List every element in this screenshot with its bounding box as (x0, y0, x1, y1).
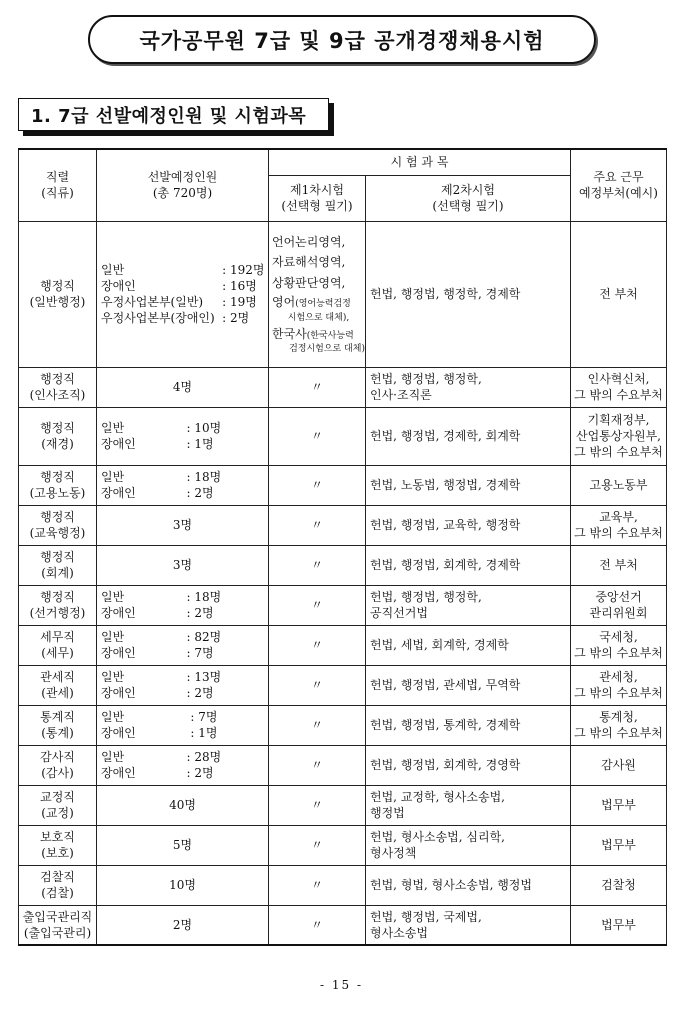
table-row (19, 407, 667, 465)
ditto-mark: 〃 (269, 905, 366, 945)
allocation-count: : 7명 (186, 646, 214, 660)
job-cell (19, 505, 97, 545)
job-subcategory: (교육행정) (29, 526, 86, 540)
job-name: 세무직 (40, 629, 75, 644)
department-line: 중앙선거 (595, 589, 642, 604)
second-exam-cell (366, 407, 571, 465)
header-allocation: 선발예정인원 (총 720명) (97, 149, 269, 221)
second-exam-line: 헌법, 행정법, 경제학, 회계학 (370, 428, 521, 443)
header-first-exam: 제1차시험 (선택형 필기) (269, 175, 366, 221)
allocation-cell (97, 221, 269, 367)
department-line: 전 부처 (599, 557, 638, 572)
table-row (19, 785, 667, 825)
table-row (19, 465, 667, 505)
job-subcategory: (검찰) (41, 886, 74, 900)
second-exam-line: 헌법, 행정법, 국제법, (370, 909, 482, 924)
job-cell (19, 705, 97, 745)
allocation-count: : 1명 (190, 726, 218, 740)
job-subcategory: (일반행정) (29, 295, 86, 309)
second-exam-line: 헌법, 형법, 형사소송법, 행정법 (370, 877, 532, 892)
job-name: 행정직 (40, 589, 75, 604)
allocation-cell: 10명 (97, 865, 269, 905)
job-subcategory: (고용노동) (29, 486, 86, 500)
first-exam-note: (영어능력검정 (295, 298, 351, 309)
allocation-count: : 16명 (222, 278, 257, 293)
second-exam-cell (366, 905, 571, 945)
second-exam-cell (366, 585, 571, 625)
allocation-count: : 10명 (186, 420, 222, 435)
allocation-label: 장애인 (101, 278, 136, 293)
allocation-cell (97, 665, 269, 705)
allocation-count: : 192명 (222, 262, 265, 277)
second-exam-cell (366, 625, 571, 665)
allocation-count: : 19명 (222, 295, 257, 309)
allocation-label: 장애인 (101, 486, 136, 500)
job-cell (19, 585, 97, 625)
job-name: 감사직 (40, 749, 75, 764)
second-exam-line: 헌법, 행정법, 회계학, 경영학 (370, 757, 521, 772)
ditto-mark: 〃 (269, 465, 366, 505)
second-exam-cell (366, 825, 571, 865)
table-row (19, 505, 667, 545)
allocation-count: : 2명 (186, 766, 214, 780)
first-exam-note: 시험으로 대체), (287, 313, 350, 324)
department-line: 그 밖의 수요부처 (574, 445, 663, 460)
job-name: 행정직 (40, 469, 75, 484)
first-exam-cell (269, 221, 366, 367)
department-line: 관세청, (599, 669, 638, 684)
allocation-cell (97, 705, 269, 745)
allocation-label: 일반 (101, 709, 125, 724)
department-cell (571, 785, 667, 825)
ditto-mark: 〃 (269, 785, 366, 825)
allocation-cell: 3명 (97, 545, 269, 585)
job-cell (19, 221, 97, 367)
job-name: 행정직 (40, 278, 75, 293)
department-cell (571, 745, 667, 785)
department-cell (571, 825, 667, 865)
second-exam-cell (366, 545, 571, 585)
ditto-mark: 〃 (269, 665, 366, 705)
department-line: 국세청, (599, 629, 638, 644)
department-line: 법무부 (601, 797, 636, 812)
allocation-label: 우정사업본부(장애인) (101, 311, 215, 326)
department-cell (571, 505, 667, 545)
header-job: 직렬 (직류) (19, 149, 97, 221)
job-name: 출입국관리직 (22, 909, 93, 924)
second-exam-line: 헌법, 행정법, 회계학, 경제학 (370, 557, 521, 572)
department-cell (571, 665, 667, 705)
job-subcategory: (관세) (41, 686, 74, 700)
allocation-count: : 2명 (186, 686, 214, 700)
job-cell (19, 407, 97, 465)
second-exam-line: 형사정책 (370, 846, 417, 860)
job-subcategory: (인사조직) (29, 388, 86, 402)
department-line: 검찰청 (601, 877, 636, 892)
job-cell (19, 665, 97, 705)
second-exam-line: 헌법, 교정학, 형사소송법, (370, 789, 505, 804)
allocation-count: : 13명 (186, 669, 222, 684)
table-row (19, 705, 667, 745)
table-row (19, 665, 667, 705)
second-exam-cell (366, 865, 571, 905)
department-line: 감사원 (601, 757, 636, 772)
first-exam-line: 자료해석영역, (272, 255, 346, 270)
job-subcategory: (세무) (41, 646, 74, 660)
second-exam-line: 헌법, 행정법, 통계학, 경제학 (370, 717, 521, 732)
table-row (19, 905, 667, 945)
allocation-label: 장애인 (101, 606, 136, 620)
allocation-label: 일반 (101, 262, 125, 277)
table-row (19, 745, 667, 785)
allocation-cell (97, 625, 269, 665)
ditto-mark: 〃 (269, 505, 366, 545)
header-department: 주요 근무 예정부처(예시) (571, 149, 667, 221)
table-row (19, 367, 667, 407)
section-title: 1. 7급 선발예정인원 및 시험과목 (18, 98, 329, 131)
department-line: 관리위원회 (589, 606, 648, 620)
allocation-cell: 2명 (97, 905, 269, 945)
ditto-mark: 〃 (269, 407, 366, 465)
allocation-label: 장애인 (101, 766, 136, 780)
allocation-label: 일반 (101, 469, 125, 484)
department-line: 그 밖의 수요부처 (574, 726, 663, 740)
second-exam-line: 헌법, 행정법, 관세법, 무역학 (370, 677, 521, 692)
job-subcategory: (보호) (41, 846, 74, 860)
allocation-label: 장애인 (101, 646, 136, 660)
job-name: 행정직 (40, 371, 75, 386)
job-cell (19, 465, 97, 505)
department-cell (571, 585, 667, 625)
second-exam-line: 행정법 (370, 806, 405, 820)
department-line: 그 밖의 수요부처 (574, 526, 663, 540)
department-line: 그 밖의 수요부처 (574, 646, 663, 660)
recruitment-table (18, 148, 667, 946)
allocation-count: : 7명 (190, 709, 218, 724)
allocation-cell: 40명 (97, 785, 269, 825)
job-name: 행정직 (40, 509, 75, 524)
table-row (19, 625, 667, 665)
job-subcategory: (재경) (41, 437, 74, 451)
department-cell (571, 465, 667, 505)
second-exam-line: 헌법, 행정법, 행정학, 경제학 (370, 286, 521, 301)
allocation-cell (97, 407, 269, 465)
department-cell (571, 221, 667, 367)
table-row (19, 545, 667, 585)
allocation-cell: 5명 (97, 825, 269, 865)
job-cell (19, 905, 97, 945)
department-cell (571, 625, 667, 665)
allocation-label: 일반 (101, 749, 125, 764)
allocation-label: 장애인 (101, 437, 136, 451)
job-name: 검찰직 (40, 869, 75, 884)
second-exam-cell (366, 745, 571, 785)
allocation-count: : 82명 (186, 629, 222, 644)
department-cell (571, 705, 667, 745)
allocation-label: 장애인 (101, 686, 136, 700)
job-name: 행정직 (40, 549, 75, 564)
second-exam-cell (366, 705, 571, 745)
allocation-count: : 28명 (186, 749, 222, 764)
department-cell (571, 865, 667, 905)
second-exam-cell (366, 785, 571, 825)
job-subcategory: (출입국관리) (23, 925, 92, 940)
allocation-label: 장애인 (101, 726, 136, 740)
table-row (19, 585, 667, 625)
job-cell (19, 545, 97, 585)
allocation-label: 일반 (101, 420, 125, 435)
allocation-label: 일반 (101, 629, 125, 644)
job-cell (19, 865, 97, 905)
allocation-cell: 3명 (97, 505, 269, 545)
department-line: 산업통상자원부, (576, 428, 661, 443)
ditto-mark: 〃 (269, 585, 366, 625)
allocation-count: : 2명 (222, 311, 250, 326)
allocation-count: : 1명 (186, 437, 214, 451)
job-cell (19, 745, 97, 785)
department-line: 인사혁신처, (587, 371, 650, 386)
ditto-mark: 〃 (269, 367, 366, 407)
department-cell (571, 905, 667, 945)
table-body (19, 221, 667, 945)
job-subcategory: (감사) (41, 766, 74, 780)
department-line: 통계청, (599, 709, 638, 724)
second-exam-line: 형사소송법 (370, 925, 428, 940)
job-name: 관세직 (40, 669, 75, 684)
department-line: 그 밖의 수요부처 (574, 388, 663, 402)
first-exam-line: 상황판단영역, (272, 275, 346, 290)
department-line: 그 밖의 수요부처 (574, 686, 663, 700)
job-subcategory: (통계) (41, 726, 74, 740)
allocation-cell (97, 585, 269, 625)
allocation-label: 일반 (101, 589, 125, 604)
first-exam-line: 한국사 (272, 326, 307, 341)
job-name: 통계직 (40, 709, 75, 724)
allocation-count: : 2명 (186, 486, 214, 500)
page-number: - 15 - (319, 978, 363, 992)
department-cell (571, 367, 667, 407)
table-row (19, 825, 667, 865)
second-exam-line: 헌법, 행정법, 교육학, 행정학 (370, 517, 521, 532)
second-exam-cell (366, 665, 571, 705)
allocation-count: : 18명 (186, 589, 222, 604)
ditto-mark: 〃 (269, 865, 366, 905)
ditto-mark: 〃 (269, 825, 366, 865)
allocation-cell: 4명 (97, 367, 269, 407)
job-subcategory: (교정) (41, 806, 74, 820)
table-row (19, 865, 667, 905)
department-line: 기획재정부, (587, 412, 650, 427)
allocation-label: 우정사업본부(일반) (101, 295, 204, 309)
job-name: 보호직 (40, 829, 75, 844)
job-name: 교정직 (40, 789, 75, 804)
ditto-mark: 〃 (269, 705, 366, 745)
department-line: 법무부 (601, 917, 636, 932)
job-cell (19, 625, 97, 665)
first-exam-line: 영어 (272, 294, 296, 309)
second-exam-line: 헌법, 노동법, 행정법, 경제학 (370, 477, 521, 492)
job-subcategory: (선거행정) (29, 606, 86, 620)
second-exam-line: 헌법, 형사소송법, 심리학, (370, 829, 505, 844)
header-subjects: 시 험 과 목 (269, 149, 571, 175)
department-cell (571, 407, 667, 465)
second-exam-line: 인사·조직론 (370, 388, 432, 402)
header-second-exam: 제2차시험 (선택형 필기) (366, 175, 571, 221)
second-exam-cell (366, 367, 571, 407)
second-exam-cell (366, 221, 571, 367)
second-exam-line: 헌법, 행정법, 행정학, (370, 371, 482, 386)
second-exam-cell (366, 465, 571, 505)
department-line: 법무부 (601, 837, 636, 852)
department-line: 전 부처 (599, 286, 638, 301)
allocation-label: 일반 (101, 669, 125, 684)
second-exam-line: 헌법, 행정법, 행정학, (370, 589, 482, 604)
first-exam-note: (한국사능력 (306, 330, 354, 341)
first-exam-note: 검정시험으로 대체) (289, 343, 365, 354)
table-row (19, 221, 667, 367)
second-exam-line: 공직선거법 (370, 606, 428, 620)
second-exam-line: 헌법, 세법, 회계학, 경제학 (370, 637, 509, 652)
department-cell (571, 545, 667, 585)
job-name: 행정직 (40, 420, 75, 435)
allocation-cell (97, 745, 269, 785)
page-title: 국가공무원 7급 및 9급 공개경쟁채용시험 (88, 15, 596, 64)
second-exam-cell (366, 505, 571, 545)
ditto-mark: 〃 (269, 745, 366, 785)
job-cell (19, 785, 97, 825)
allocation-count: : 18명 (186, 469, 222, 484)
job-subcategory: (회계) (41, 566, 74, 580)
allocation-count: : 2명 (186, 606, 214, 620)
department-line: 고용노동부 (589, 477, 648, 492)
ditto-mark: 〃 (269, 625, 366, 665)
department-line: 교육부, (599, 509, 638, 524)
first-exam-line: 언어논리영역, (272, 234, 346, 249)
allocation-cell (97, 465, 269, 505)
ditto-mark: 〃 (269, 545, 366, 585)
job-cell (19, 367, 97, 407)
job-cell (19, 825, 97, 865)
